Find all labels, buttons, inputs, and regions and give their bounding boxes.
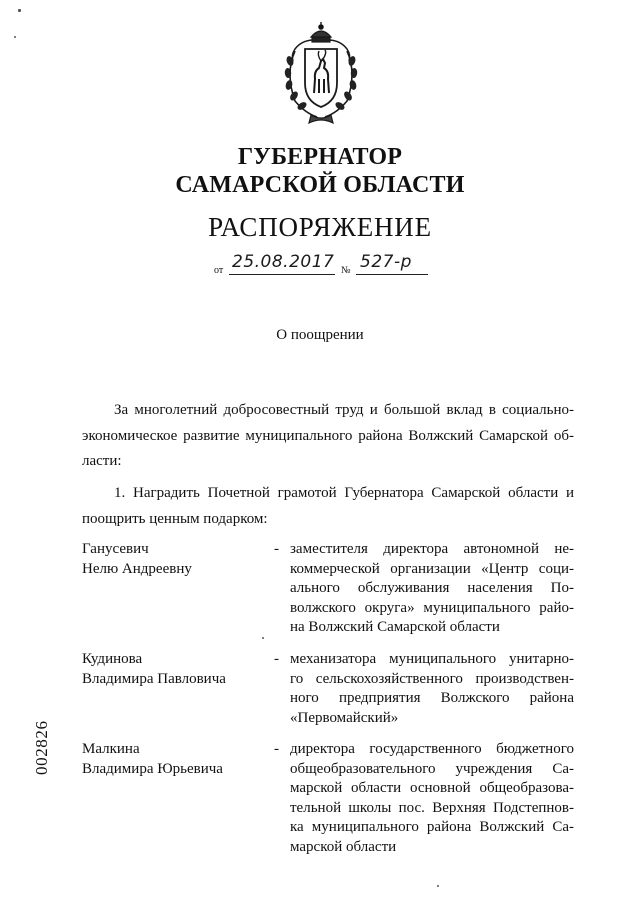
position-line: «Первомайский» bbox=[290, 709, 399, 726]
position-line: заместителя директора автономной не- bbox=[290, 541, 574, 557]
position-line: го сельскохозяйственного производствен- bbox=[290, 670, 574, 687]
document-type-title: РАСПОРЯЖЕНИЕ bbox=[208, 212, 432, 242]
scan-speck bbox=[262, 637, 264, 639]
paragraph-line: поощрить ценным подарком: bbox=[82, 510, 268, 527]
coat-of-arms-samara-icon bbox=[281, 21, 361, 125]
date-from-label: от bbox=[214, 265, 224, 276]
position-line: марской области основной общеобразова- bbox=[290, 780, 574, 796]
position-line: тельной школы пос. Верхняя Подстепнов- bbox=[290, 799, 574, 816]
position-line: марской области bbox=[290, 838, 397, 855]
awardee-name bbox=[82, 650, 262, 689]
awardee-surname: Малкина bbox=[82, 741, 140, 757]
scan-speck bbox=[14, 36, 16, 38]
handwritten-date: 25.08.2017 bbox=[232, 252, 335, 272]
paragraph-line: 1. Наградить Почетной грамотой Губернатора Самарской области и bbox=[114, 485, 574, 501]
header-governor: ГУБЕРНАТОР bbox=[237, 144, 403, 170]
entry-dash: - bbox=[274, 651, 279, 667]
handwritten-number: 527-р bbox=[360, 252, 412, 272]
position-line: ка муниципального района Волжский Са- bbox=[290, 819, 574, 835]
awardee-given-names: Владимира Павловича bbox=[82, 670, 226, 687]
header-region: САМАРСКОЙ ОБЛАСТИ bbox=[175, 172, 465, 198]
awardee-given-names: Нелю Андреевну bbox=[82, 560, 192, 577]
serial-number: 002826 bbox=[32, 720, 51, 775]
position-line: ного предприятия Волжского района bbox=[290, 690, 574, 706]
paragraph-line: За многолетний добросовестный труд и большой вклад в социально- bbox=[114, 402, 574, 418]
awardee-name bbox=[82, 740, 262, 779]
item-1-paragraph bbox=[82, 481, 574, 532]
entry-dash: - bbox=[274, 541, 279, 557]
document-subject: О поощрении bbox=[276, 327, 364, 343]
position-line: механизатора муниципального унитарно- bbox=[290, 651, 574, 667]
awardee-name bbox=[82, 540, 262, 579]
awardee-position bbox=[290, 740, 574, 857]
awardee-position bbox=[290, 650, 574, 728]
date-underline bbox=[229, 274, 335, 275]
position-line: ального обслуживания населения По- bbox=[290, 580, 574, 596]
scan-speck bbox=[437, 885, 439, 887]
position-line: волжского округа» муниципального райо- bbox=[290, 599, 574, 616]
position-line: общеобразовательного учреждения Са- bbox=[290, 760, 574, 777]
number-underline bbox=[356, 274, 428, 275]
paragraph-line: экономическое развитие муниципального района Волжский Самарской об- bbox=[82, 427, 574, 444]
awardee-given-names: Владимира Юрьевича bbox=[82, 760, 223, 777]
entry-dash: - bbox=[274, 741, 279, 757]
scan-speck bbox=[18, 9, 21, 12]
awardee-surname: Кудинова bbox=[82, 651, 143, 667]
position-line: коммерческой организации «Центр соци- bbox=[290, 560, 574, 577]
intro-paragraph bbox=[82, 398, 574, 475]
awardee-surname: Ганусевич bbox=[82, 541, 149, 557]
paragraph-line: ласти: bbox=[82, 453, 122, 469]
position-line: на Волжский Самарской области bbox=[290, 619, 500, 635]
number-label: № bbox=[341, 265, 351, 276]
awardee-position bbox=[290, 540, 574, 638]
position-line: директора государственного бюджетного bbox=[290, 741, 574, 757]
